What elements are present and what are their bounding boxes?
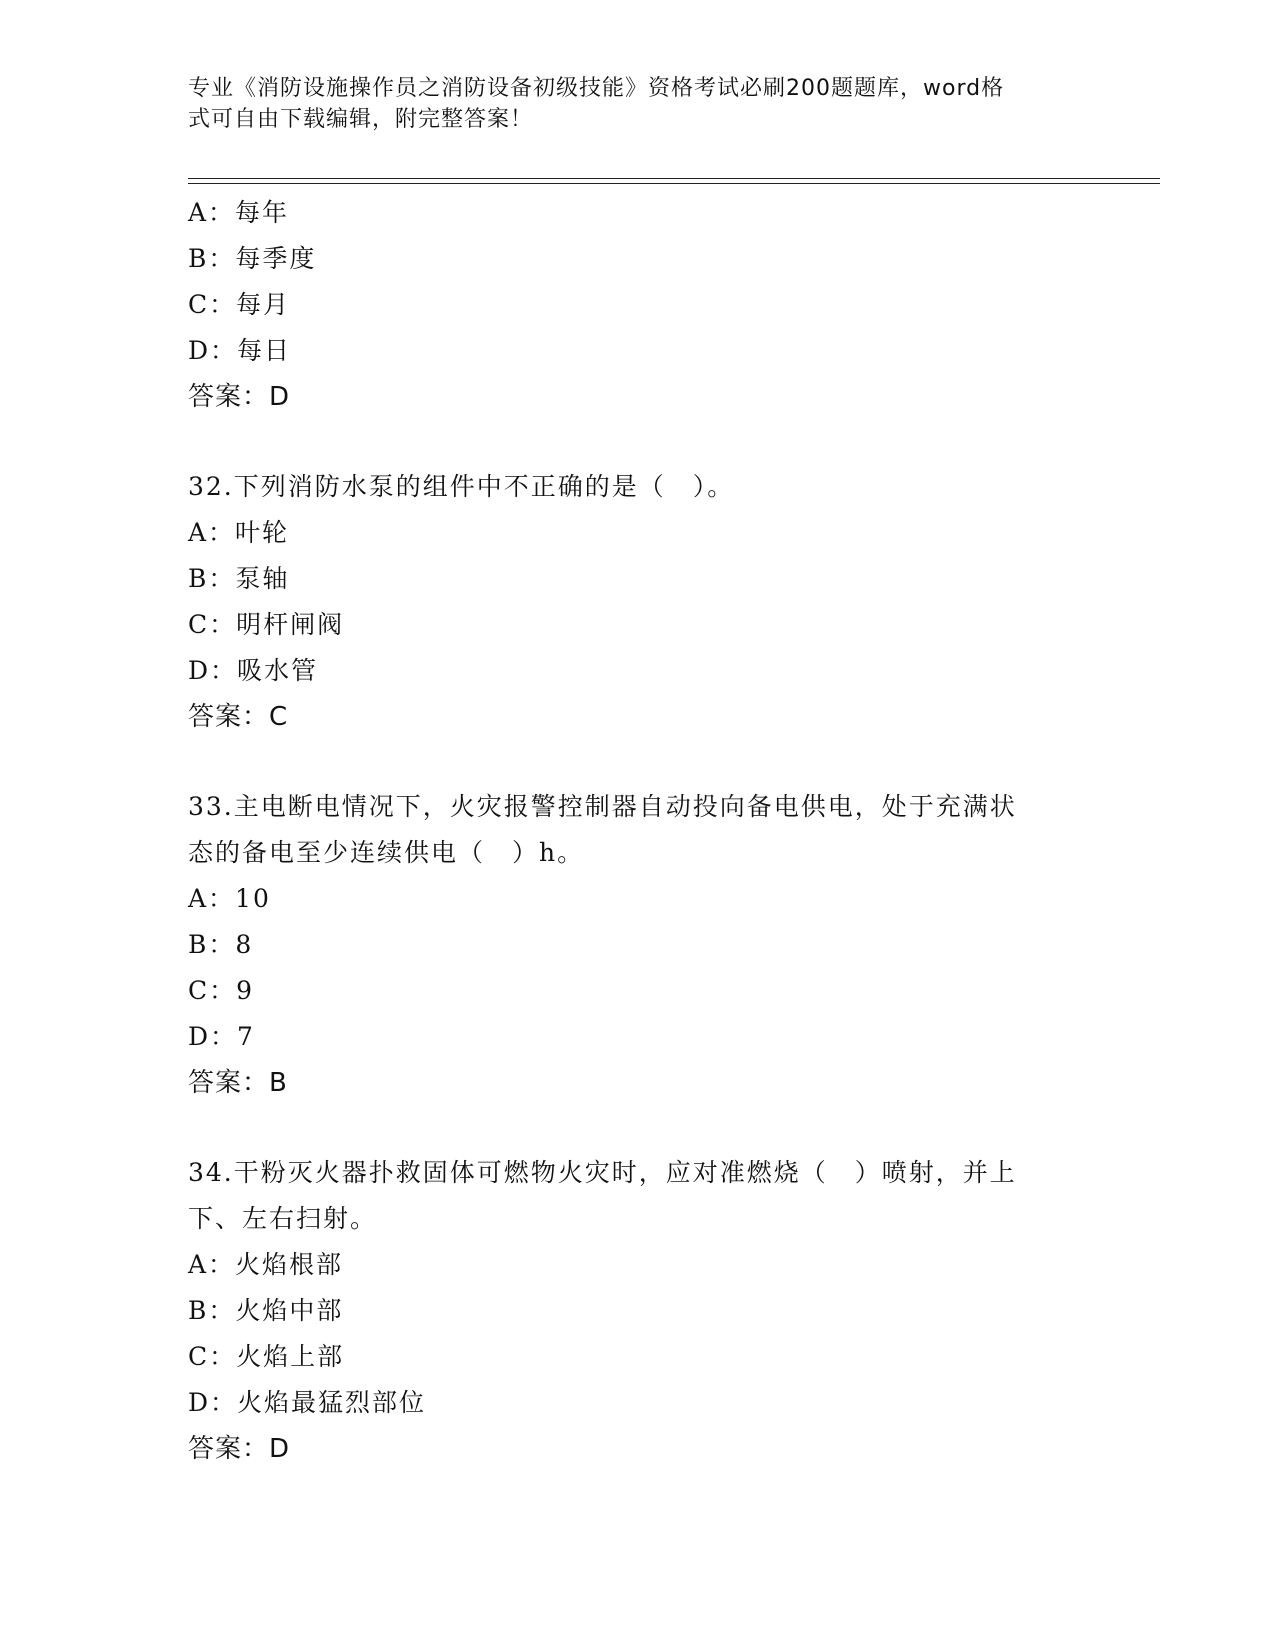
option-a: A：火焰根部 bbox=[188, 1250, 344, 1279]
option-d: D：每日 bbox=[188, 336, 292, 365]
answer: 答案：B bbox=[188, 1068, 288, 1098]
header-line-2: 式可自由下载编辑，附完整答案！ bbox=[188, 107, 534, 132]
answer: 答案：C bbox=[188, 702, 289, 732]
option-c: C：火焰上部 bbox=[188, 1342, 345, 1371]
option-b: B：8 bbox=[188, 930, 254, 959]
answer: 答案：D bbox=[188, 382, 291, 412]
header-rule-top bbox=[188, 178, 1160, 179]
document-header bbox=[188, 73, 1068, 135]
previous-question-block bbox=[188, 190, 1088, 420]
option-b: B：火焰中部 bbox=[188, 1296, 344, 1325]
option-d: D：火焰最猛烈部位 bbox=[188, 1388, 427, 1417]
option-a: A：10 bbox=[188, 884, 271, 913]
question-text-line-1: 34.干粉灭火器扑救固体可燃物火灾时，应对准燃烧（ ）喷射，并上 bbox=[188, 1158, 1017, 1187]
header-line-1: 专业《消防设施操作员之消防设备初级技能》资格考试必刷200题题库，word格 bbox=[188, 76, 1005, 101]
option-b: B：泵轴 bbox=[188, 564, 290, 593]
question-33 bbox=[188, 784, 1088, 1106]
option-c: C：每月 bbox=[188, 290, 291, 319]
question-text-line-2: 下、左右扫射。 bbox=[188, 1204, 378, 1233]
option-d: D：吸水管 bbox=[188, 656, 319, 685]
header-rule-bottom bbox=[188, 183, 1160, 184]
question-text-line-1: 33.主电断电情况下，火灾报警控制器自动投向备电供电，处于充满状 bbox=[188, 792, 1017, 821]
option-c: C：明杆闸阀 bbox=[188, 610, 345, 639]
question-32 bbox=[188, 464, 1088, 740]
option-c: C：9 bbox=[188, 976, 255, 1005]
option-b: B：每季度 bbox=[188, 244, 317, 273]
option-a: A：叶轮 bbox=[188, 518, 290, 547]
option-d: D：7 bbox=[188, 1022, 255, 1051]
question-text: 32.下列消防水泵的组件中不正确的是（ ）。 bbox=[188, 472, 735, 501]
question-34 bbox=[188, 1150, 1088, 1472]
question-text-line-2: 态的备电至少连续供电（ ）h。 bbox=[188, 838, 585, 867]
answer: 答案：D bbox=[188, 1434, 291, 1464]
option-a: A：每年 bbox=[188, 198, 290, 227]
question-list bbox=[188, 190, 1088, 1472]
